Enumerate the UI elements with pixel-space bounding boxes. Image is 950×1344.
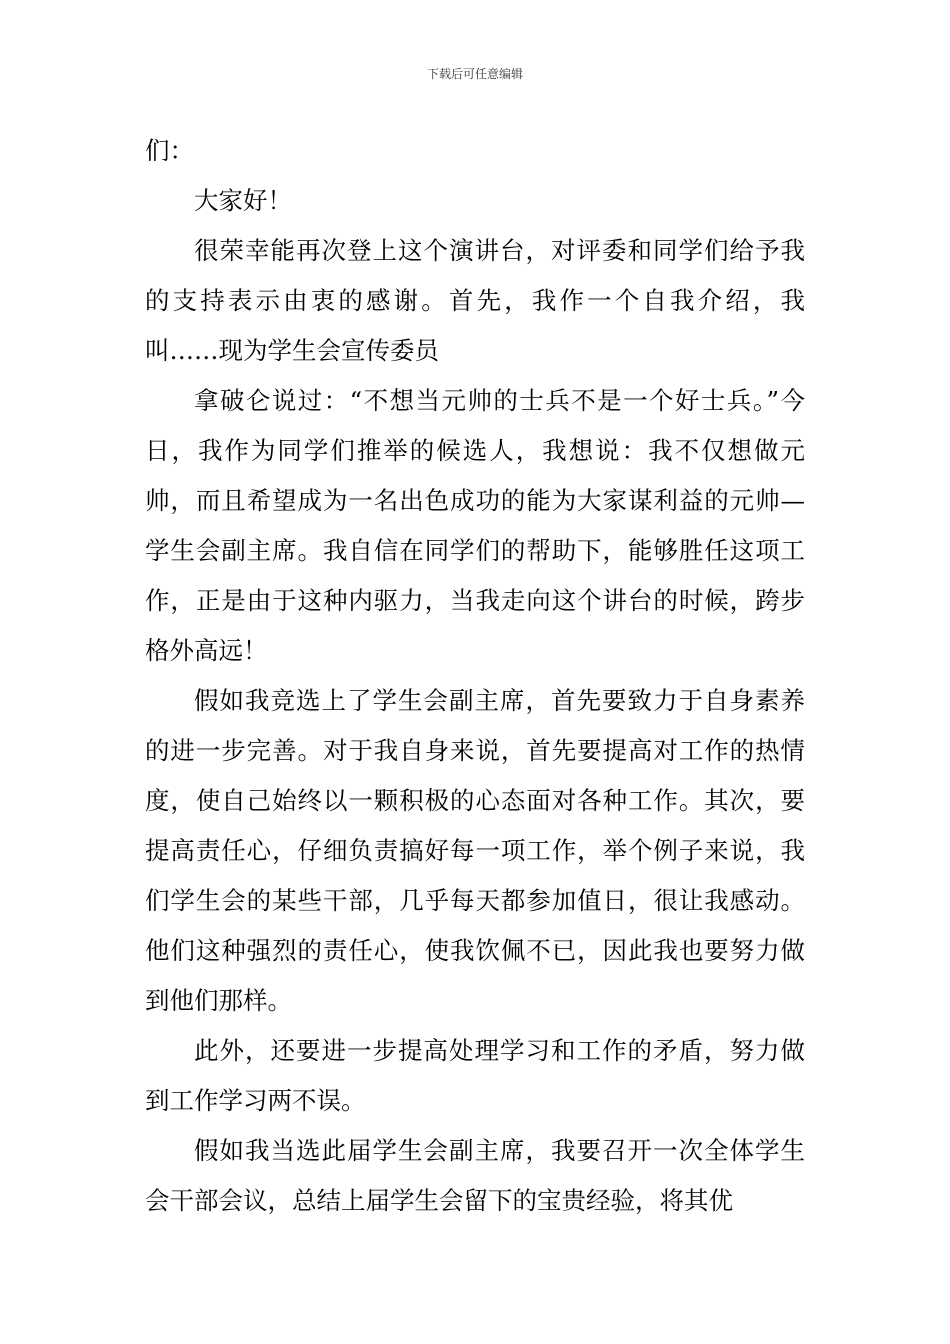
paragraph-study-work-balance: 此外，还要进一步提高处理学习和工作的矛盾，努力做到工作学习两不误。 — [145, 1036, 805, 1115]
page-header: 下载后可任意编辑 — [426, 67, 523, 81]
paragraph-meeting-plan: 假如我当选此届学生会副主席，我要召开一次全体学生会干部会议，总结上届学生会留下的宝贵经验，将其优 — [145, 1136, 805, 1215]
document-body — [145, 126, 805, 1226]
paragraph-napoleon-quote: 拿破仑说过：“不想当元帅的士兵不是一个好士兵。”今日，我作为同学们推举的候选人，我想说：我不仅想做元帅，而且希望成为一名出色成功的能为大家谋利益的元帅—学生会副主席。我自信在同学们的帮助下，能够胜任这项工作，正是由于这种内驱力，当我走向这个讲台的时候，跨步格外高远！ — [145, 386, 805, 665]
paragraph-salutation-tail: 们： — [145, 136, 194, 165]
paragraph-introduction: 很荣幸能再次登上这个演讲台，对评委和同学们给予我的支持表示由衷的感谢。首先，我作一个自我介绍，我叫……现为学生会宣传委员 — [145, 236, 805, 365]
paragraph-greeting: 大家好！ — [194, 186, 292, 215]
paragraph-self-improvement: 假如我竞选上了学生会副主席，首先要致力于自身素养的进一步完善。对于我自身来说，首先要提高对工作的热情度，使自己始终以一颗积极的心态面对各种工作。其次，要提高责任心，仔细负责搞好每一项工作，举个例子来说，我们学生会的某些干部，几乎每天都参加值日，很让我感动。他们这种强烈的责任心，使我饮佩不已，因此我也要努力做到他们那样。 — [145, 686, 805, 1015]
